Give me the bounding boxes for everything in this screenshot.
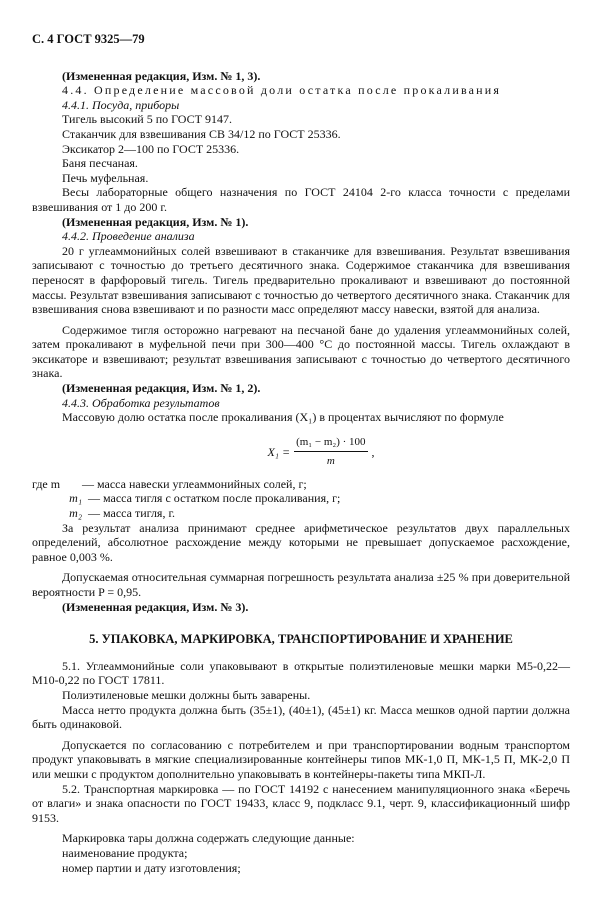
equipment-line: Стаканчик для взвешивания СВ 34/12 по ГОСТ 25336. bbox=[62, 126, 341, 141]
body-paragraph: За результат анализа принимают среднее арифметическое результатов двух параллельных определений, абсолютное расхождение между которыми не превышает допускаемое расхождение, равное 0,003 %. bbox=[32, 520, 570, 564]
revision-note: (Измененная редакция, Изм. № 1, 2). bbox=[62, 381, 261, 396]
body-paragraph: Допускается по согласованию с потребителем и при транспортировании водным транспортом продукт упаковывать в мягкие специализированные контейнеры типов МК-1,0 П, МК-1,5 П, МК-2,0 П или мешки с продуктом дополнительно упаковывать в контейнеры-пакеты типа МКП-Л. bbox=[32, 737, 570, 781]
equipment-line: Печь муфельная. bbox=[62, 170, 149, 185]
body-paragraph: Содержимое тигля осторожно нагревают на песчаной бане до удаления углеаммонийных солей, затем прокаливают в муфельной печи при 300—400 °С до постоянной массы. Тигель охлаждают в эксикаторе и взвешивают; результат взвешивания записывают с точностью до четвертого десятичного знака. bbox=[32, 322, 570, 381]
subsection-4-4-1: 4.4.1. Посуда, приборы bbox=[62, 97, 180, 112]
legend-text: — масса тигля, г. bbox=[88, 506, 176, 521]
legend-text: — масса навески углеаммонийных солей, г; bbox=[82, 476, 307, 491]
list-item: наименование продукта; bbox=[62, 845, 188, 860]
revision-note: (Измененная редакция, Изм. № 1). bbox=[62, 214, 249, 229]
legend-text: — масса тигля с остатком после прокаливания, г; bbox=[88, 491, 341, 506]
formula-lhs: X₁ = bbox=[267, 444, 291, 459]
legend-row bbox=[32, 477, 570, 492]
equipment-line: Тигель высокий 5 по ГОСТ 9147. bbox=[62, 112, 232, 127]
formula bbox=[72, 429, 570, 475]
subsection-4-4-3: 4.4.3. Обработка результатов bbox=[62, 395, 220, 410]
equipment-line: Баня песчаная. bbox=[62, 156, 138, 171]
body-paragraph: 5.2. Транспортная маркировка — по ГОСТ 14192 с нанесением манипуляционного знака «Беречь от влаги» и знака опасности по ГОСТ 19433, класс 9, подкласс 9.1, черт. 9, классификационный шифр 9153. bbox=[32, 781, 570, 825]
legend-label: m₂ bbox=[69, 506, 82, 521]
equipment-line: Эксикатор 2—100 по ГОСТ 25336. bbox=[62, 141, 240, 156]
formula-intro: Массовую долю остатка после прокаливания (X₁) в процентах вычисляют по формуле bbox=[62, 410, 504, 425]
body-paragraph: 5.1. Углеаммонийные соли упаковывают в открытые полиэтиленовые мешки марки М5-0,22—М10-0,22 по ГОСТ 17811. bbox=[32, 658, 570, 688]
legend-row bbox=[32, 491, 570, 506]
equipment-line: Весы лабораторные общего назначения по ГОСТ 24104 2-го класса точности с пределами взвешивания от 1 до 200 г. bbox=[32, 185, 570, 214]
legend-label: где m bbox=[32, 476, 61, 491]
body-paragraph: Допускаемая относительная суммарная погрешность результата анализа ±25 % при доверительной вероятности P = 0,95. bbox=[32, 570, 570, 599]
page-header: С. 4 ГОСТ 9325—79 bbox=[32, 32, 145, 46]
subsection-4-4-2: 4.4.2. Проведение анализа bbox=[62, 229, 195, 244]
legend-row bbox=[32, 506, 570, 521]
formula-numerator: (m₁ − m₂) · 100 bbox=[294, 435, 367, 453]
formula-tail: , bbox=[371, 444, 375, 459]
list-item: номер партии и дату изготовления; bbox=[62, 860, 241, 875]
body-paragraph: Полиэтиленовые мешки должны быть заварены. bbox=[62, 687, 311, 702]
body-paragraph: Маркировка тары должна содержать следующие данные: bbox=[62, 831, 355, 846]
body-paragraph: 20 г углеаммонийных солей взвешивают в стаканчике для взвешивания. Результат взвешивания записывают с точностью до третьего десятичного знака. Содержимое стаканчика для взвешивания переносят в фарфоровый тигель. Тигель предварительно прокаливают и взвешивают до постоянной массы. Результат взвешивания записывают с точностью до четвертого десятичного знака. Стаканчик для взвешивания снова взвешивают и по разности масс определяют массу навески, взятой для анализа. bbox=[32, 243, 570, 317]
revision-note: (Измененная редакция, Изм. № 1, 3). bbox=[62, 68, 261, 83]
formula-denominator: m bbox=[326, 455, 335, 468]
body-paragraph: Масса нетто продукта должна быть (35±1), (40±1), (45±1) кг. Масса мешков одной партии должна быть одинаковой. bbox=[32, 702, 570, 732]
formula-fraction bbox=[294, 435, 367, 469]
section-heading-5: 5. УПАКОВКА, МАРКИРОВКА, ТРАНСПОРТИРОВАНИЕ И ХРАНЕНИЕ bbox=[89, 632, 513, 647]
legend-label: m₁ bbox=[69, 491, 82, 506]
section-heading-4-4: 4.4. Определение массовой доли остатка после прокаливания bbox=[62, 83, 502, 98]
revision-note: (Измененная редакция, Изм. № 3). bbox=[62, 599, 249, 614]
